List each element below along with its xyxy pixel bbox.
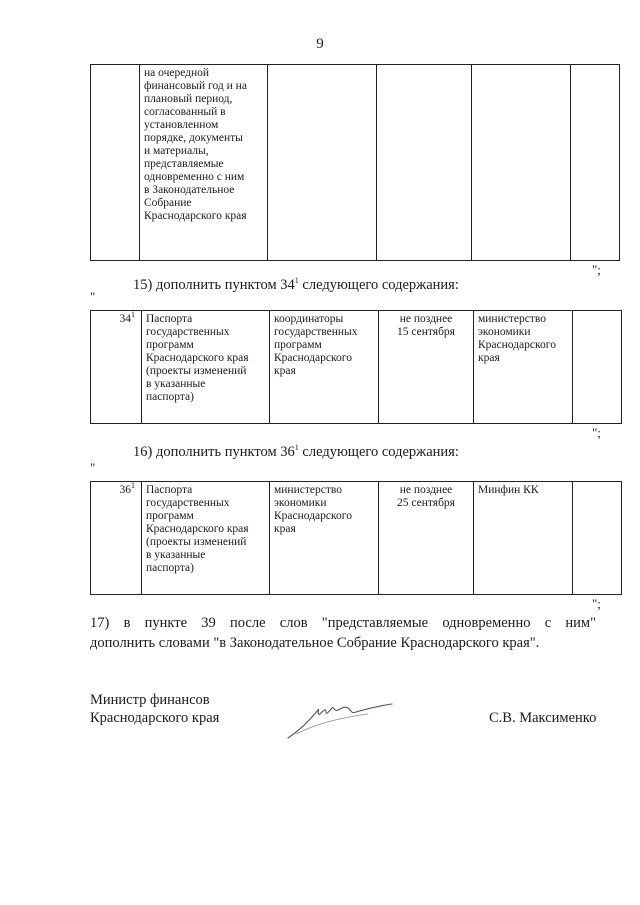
open-quote: " <box>90 289 96 304</box>
table-cell-number: $34^1$ <box>91 311 142 424</box>
item-16-suffix: следующего содержания: <box>298 444 459 460</box>
table-cell-recipient: министерство экономики Краснодарского края <box>474 311 573 424</box>
close-quote: "; <box>592 262 601 277</box>
close-quote: "; <box>592 596 601 611</box>
item-17-line2: дополнить словами "в Законодательное Собрание Краснодарского края". <box>90 635 540 651</box>
table-cell-empty <box>573 311 622 424</box>
item-15-prefix: 15) дополнить пунктом 34 <box>133 277 295 293</box>
table-cell-empty <box>91 65 140 261</box>
item-16-prefix: 16) дополнить пунктом 36 <box>133 444 295 460</box>
table-cell-empty <box>573 482 622 595</box>
table-cell-empty <box>377 65 472 261</box>
table-cell-empty <box>472 65 571 261</box>
item-15-suffix: следующего содержания: <box>298 277 459 293</box>
table-cell-recipient: Минфин КК <box>474 482 573 595</box>
page-number: 9 <box>316 36 324 52</box>
table-cell-document: Паспорта государственных программ Краснодарского края (проекты изменений в указанные паспорта) <box>142 482 270 595</box>
table-cell-empty <box>571 65 620 261</box>
signature-title-line1: Министр финансов <box>90 692 210 708</box>
handwritten-signature-icon <box>286 694 396 742</box>
close-quote: "; <box>592 425 601 440</box>
table-cell-empty <box>268 65 377 261</box>
signature-title-line2: Краснодарского края <box>90 710 220 726</box>
table-cell-responsible: министерство экономики Краснодарского края <box>270 482 379 595</box>
item-16 <box>133 443 459 461</box>
table-cell-text: на очередной финансовый год и на плановый период, согласованный в установленном порядке, документы и материалы, представляемые одновременно с ним в Законодательное Собрание Краснодарского края <box>140 65 268 261</box>
table-item-34 <box>90 310 622 424</box>
open-quote: " <box>90 460 96 475</box>
item-17-line1: 17) в пункте 39 после слов "представляемые одновременно с ним" <box>90 615 596 631</box>
table-item-36 <box>90 481 622 595</box>
table-cell-deadline: не позднее 25 сентября <box>379 482 474 595</box>
table-cell-number: $36^1$ <box>91 482 142 595</box>
table-cell-document: Паспорта государственных программ Краснодарского края (проекты изменений в указанные паспорта) <box>142 311 270 424</box>
signature-name: С.В. Максименко <box>489 710 597 726</box>
item-16-sup: 1 <box>294 443 299 453</box>
table-cell-responsible: координаторы государственных программ Краснодарского края <box>270 311 379 424</box>
item-15 <box>133 276 459 294</box>
item-15-sup: 1 <box>294 276 299 286</box>
table-continuation <box>90 64 620 261</box>
table-cell-deadline: не позднее 15 сентября <box>379 311 474 424</box>
